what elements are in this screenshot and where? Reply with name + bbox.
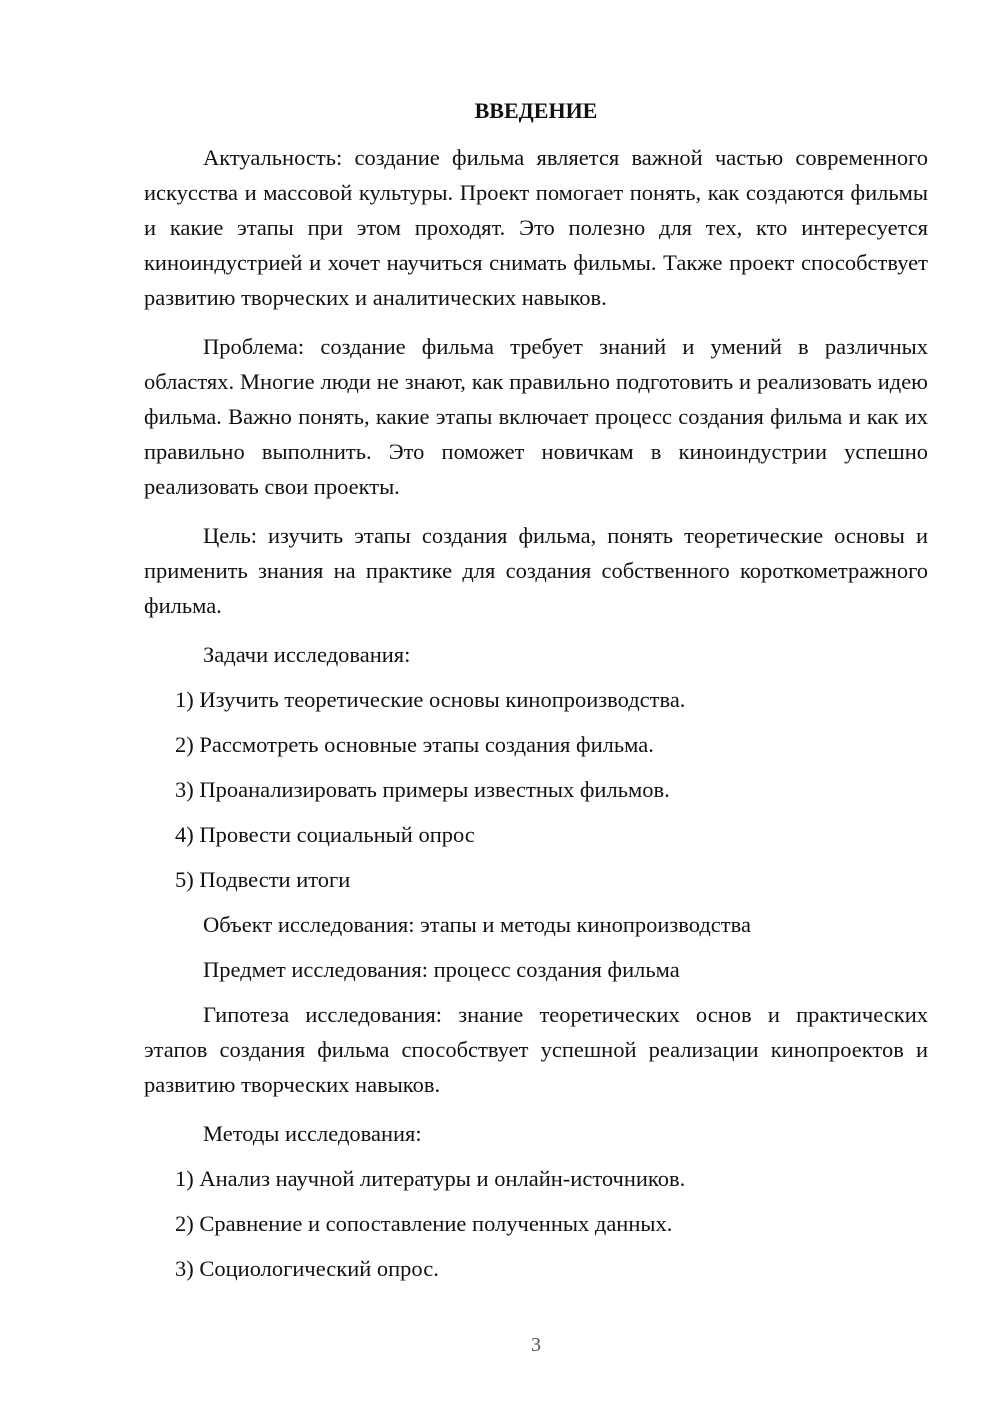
task-item: 4) Провести социальный опрос [175,822,475,847]
tasks-heading: Задачи исследования: [203,642,411,667]
goal-paragraph: Цель: изучить этапы создания фильма, понять теоретические основы и применить знания на практике для создания собственного короткометражного фильма. [144,523,928,618]
relevance-paragraph: Актуальность: создание фильма является важной частью современного искусства и массовой культуры. Проект помогает понять, как создаются фильмы и какие этапы при этом проходят. Это полезно для тех, кто интересуется киноиндустрией и хочет научиться снимать фильмы. Также проект способствует развитию творческих и аналитических навыков. [144,145,928,310]
methods-heading: Методы исследования: [203,1121,422,1146]
research-subject: Предмет исследования: процесс создания фильма [203,957,680,982]
page-title: ВВЕДЕНИЕ [474,98,598,123]
problem-paragraph: Проблема: создание фильма требует знаний и умений в различных областях. Многие люди не знают, как правильно подготовить и реализовать идею фильма. Важно понять, какие этапы включает процесс создания фильма и как их правильно выполнить. Это поможет новичкам в киноиндустрии успешно реализовать свои проекты. [144,334,928,499]
method-item: 3) Социологический опрос. [175,1256,439,1281]
task-item: 5) Подвести итоги [175,867,351,892]
research-object: Объект исследования: этапы и методы кинопроизводства [203,912,751,937]
task-item: 1) Изучить теоретические основы кинопроизводства. [175,687,686,712]
method-item: 1) Анализ научной литературы и онлайн-источников. [175,1166,686,1191]
page-number: 3 [531,1334,541,1356]
task-item: 2) Рассмотреть основные этапы создания фильма. [175,732,654,757]
method-item: 2) Сравнение и сопоставление полученных данных. [175,1211,673,1236]
hypothesis-paragraph: Гипотеза исследования: знание теоретических основ и практических этапов создания фильма способствует успешной реализации кинопроектов и развитию творческих навыков. [144,1002,928,1097]
page-content [144,96,928,1296]
task-item: 3) Проанализировать примеры известных фильмов. [175,777,670,802]
